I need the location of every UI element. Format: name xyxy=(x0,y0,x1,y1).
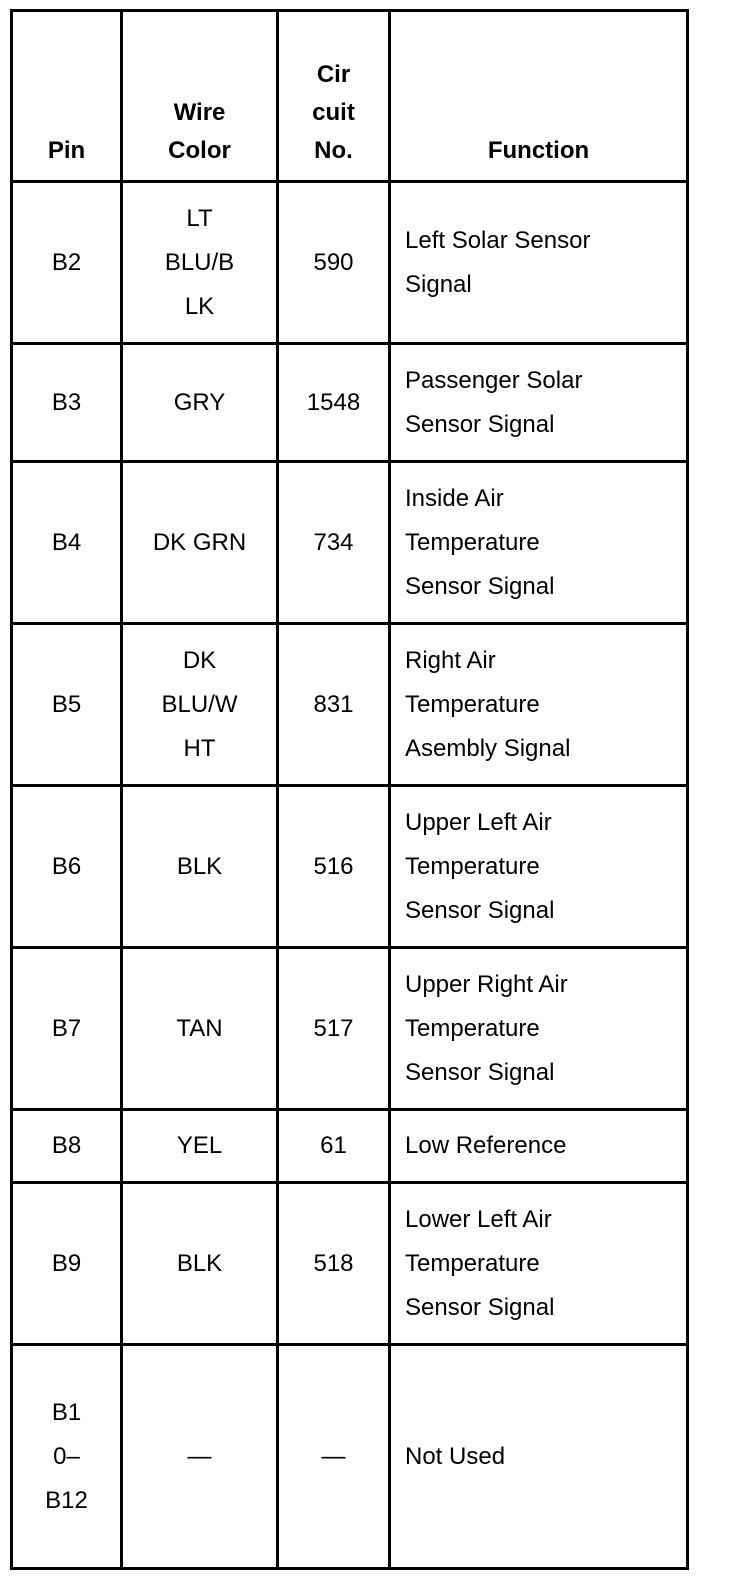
table-row xyxy=(12,1110,688,1183)
pin-cell-line: B4 xyxy=(51,528,82,556)
table-header xyxy=(12,11,688,182)
wire-color-cell-line: DK xyxy=(182,646,217,674)
circuit-no-cell xyxy=(278,624,390,786)
wire-color-cell-line: BLK xyxy=(176,1249,223,1277)
pin-cell-line: B5 xyxy=(51,690,82,718)
function-cell-line: Temperature xyxy=(405,1249,540,1277)
header-function-line: Function xyxy=(487,137,590,164)
function-cell-line: Temperature xyxy=(405,852,540,880)
table-row xyxy=(12,182,688,344)
header-wire-color xyxy=(122,11,278,182)
header-circuit-no-line: No. xyxy=(314,137,353,164)
function-cell-line: Inside Air xyxy=(405,484,504,512)
pin-cell xyxy=(12,344,122,462)
wire-color-cell-line: BLK xyxy=(176,852,223,880)
table-row xyxy=(12,462,688,624)
pin-cell-line: B12 xyxy=(45,1486,88,1514)
wire-color-cell-line: DK GRN xyxy=(152,528,247,556)
function-cell-line: Sensor Signal xyxy=(405,896,555,924)
wire-color-cell xyxy=(122,1183,278,1345)
function-cell-line: Temperature xyxy=(405,690,540,718)
wire-color-cell-line: HT xyxy=(183,734,216,762)
pin-cell-line: B9 xyxy=(51,1249,82,1277)
function-cell-line: Right Air xyxy=(405,646,496,674)
pinout-table-wrapper xyxy=(10,9,689,1570)
wire-color-cell xyxy=(122,344,278,462)
circuit-no-cell xyxy=(278,948,390,1110)
circuit-no-cell-line: 1548 xyxy=(306,388,361,416)
pin-cell-line: B8 xyxy=(51,1132,82,1159)
connector-pinout-table xyxy=(10,9,689,1570)
function-cell-line: Left Solar Sensor xyxy=(405,226,591,254)
circuit-no-cell xyxy=(278,182,390,344)
table-row xyxy=(12,948,688,1110)
function-cell-line: Temperature xyxy=(405,528,540,556)
pin-cell xyxy=(12,1110,122,1183)
wire-color-cell-line: LT xyxy=(186,204,213,232)
header-circuit-no xyxy=(278,11,390,182)
table-row xyxy=(12,624,688,786)
pin-cell xyxy=(12,1183,122,1345)
circuit-no-cell xyxy=(278,1183,390,1345)
function-cell xyxy=(390,462,688,624)
circuit-no-cell xyxy=(278,1345,390,1569)
pin-cell-line: B2 xyxy=(51,248,82,276)
function-cell-line: Upper Left Air xyxy=(405,808,552,836)
function-cell xyxy=(390,1345,688,1569)
wire-color-cell xyxy=(122,182,278,344)
function-cell-line: Sensor Signal xyxy=(405,572,555,600)
wire-color-cell xyxy=(122,624,278,786)
header-row xyxy=(12,11,688,182)
pin-cell xyxy=(12,624,122,786)
function-cell xyxy=(390,1110,688,1183)
function-cell-line: Sensor Signal xyxy=(405,410,555,438)
circuit-no-cell-line: 734 xyxy=(313,528,354,556)
wire-color-cell xyxy=(122,1110,278,1183)
table-row xyxy=(12,1345,688,1569)
wire-color-cell-line: BLU/W xyxy=(161,690,238,718)
header-circuit-no-line: Cir xyxy=(316,61,351,88)
function-cell-line: Low Reference xyxy=(405,1132,567,1159)
table-row xyxy=(12,1183,688,1345)
header-wire-color-line: Wire xyxy=(173,99,226,126)
circuit-no-cell-line: 590 xyxy=(313,248,354,276)
function-cell-line: Sensor Signal xyxy=(405,1058,555,1086)
function-cell-line: Asembly Signal xyxy=(405,734,571,762)
wire-color-cell-line: YEL xyxy=(176,1132,223,1159)
circuit-no-cell xyxy=(278,462,390,624)
function-cell-line: Temperature xyxy=(405,1014,540,1042)
circuit-no-cell xyxy=(278,1110,390,1183)
function-cell xyxy=(390,948,688,1110)
pin-cell xyxy=(12,462,122,624)
header-pin-line: Pin xyxy=(47,137,86,164)
wire-color-cell-line: TAN xyxy=(176,1014,223,1042)
function-cell-line: Not Used xyxy=(405,1442,506,1470)
wire-color-cell-line: GRY xyxy=(173,388,226,416)
pin-cell xyxy=(12,182,122,344)
circuit-no-cell-line: 831 xyxy=(313,690,354,718)
wire-color-cell xyxy=(122,462,278,624)
function-cell xyxy=(390,624,688,786)
pin-cell xyxy=(12,786,122,948)
pin-cell-line: B3 xyxy=(51,388,82,416)
function-cell xyxy=(390,344,688,462)
wire-color-cell-line: BLU/B xyxy=(164,248,235,276)
function-cell-line: Signal xyxy=(405,270,472,298)
circuit-no-cell-line: 516 xyxy=(313,852,354,880)
circuit-no-cell xyxy=(278,344,390,462)
header-circuit-no-line: cuit xyxy=(312,99,355,126)
circuit-no-cell-line: — xyxy=(321,1442,346,1470)
wire-color-cell-line: LK xyxy=(184,292,215,320)
pin-cell-line: B7 xyxy=(51,1014,82,1042)
pin-cell xyxy=(12,948,122,1110)
function-cell xyxy=(390,1183,688,1345)
circuit-no-cell-line: 517 xyxy=(313,1014,354,1042)
pin-cell xyxy=(12,1345,122,1569)
header-function xyxy=(390,11,688,182)
table-row xyxy=(12,786,688,948)
pin-cell-line: B6 xyxy=(51,852,82,880)
function-cell xyxy=(390,786,688,948)
header-wire-color-line: Color xyxy=(168,137,231,164)
wire-color-cell xyxy=(122,1345,278,1569)
wire-color-cell xyxy=(122,786,278,948)
table-body xyxy=(12,182,688,1569)
function-cell-line: Passenger Solar xyxy=(405,366,583,394)
function-cell-line: Upper Right Air xyxy=(405,970,568,998)
pin-cell-line: 0– xyxy=(53,1442,80,1470)
wire-color-cell xyxy=(122,948,278,1110)
circuit-no-cell-line: 61 xyxy=(320,1132,347,1159)
wire-color-cell-line: — xyxy=(187,1442,212,1470)
pin-cell-line: B1 xyxy=(51,1398,82,1426)
circuit-no-cell xyxy=(278,786,390,948)
function-cell xyxy=(390,182,688,344)
function-cell-line: Lower Left Air xyxy=(405,1205,552,1233)
function-cell-line: Sensor Signal xyxy=(405,1293,555,1321)
header-pin xyxy=(12,11,122,182)
circuit-no-cell-line: 518 xyxy=(313,1249,354,1277)
table-row xyxy=(12,344,688,462)
